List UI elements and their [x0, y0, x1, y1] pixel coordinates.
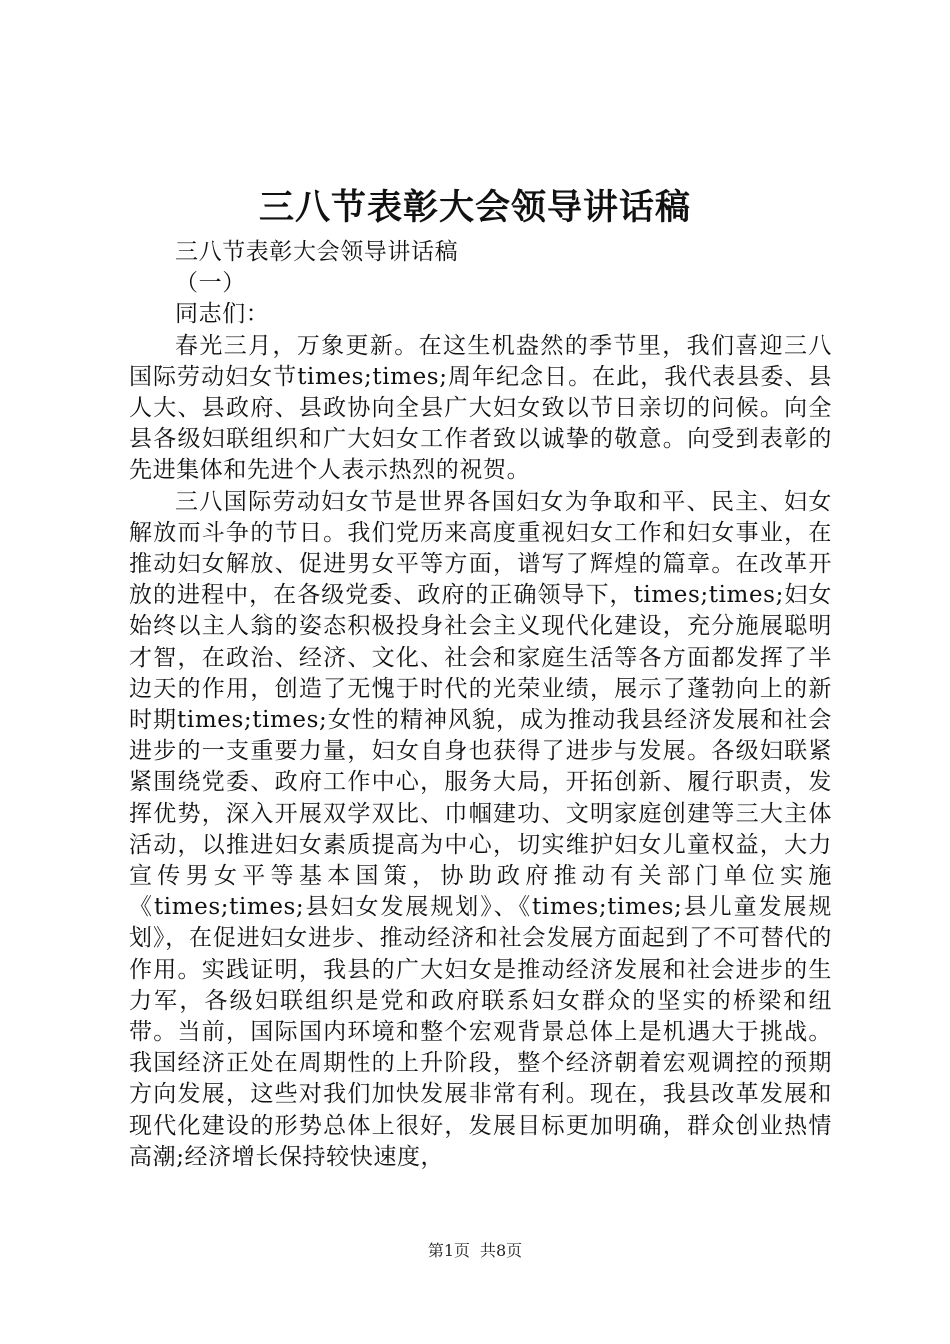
- document-title: 三八节表彰大会领导讲话稿: [258, 187, 691, 228]
- page-footer: [0, 1240, 950, 1262]
- page-total: 共8页: [480, 1241, 523, 1260]
- salutation-paragraph: 同志们：: [175, 301, 270, 328]
- page-number: 第1页: [427, 1241, 470, 1260]
- body-paragraph: 三八国际劳动妇女节是世界各国妇女为争取和平、民主、妇女解放而斗争的节日。我们党历来高度重视妇女工作和妇女事业，在推动妇女解放、促进男女平等方面，谱写了辉煌的篇章。在改革开放的进程中，在各级党委、政府的正确领导下，times;times;妇女始终以主人翁的姿态积极投身社会主义现代化建设，充分施展聪明才智，在政治、经济、文化、社会和家庭生活等各方面都发挥了半边天的作用，创造了无愧于时代的光荣业绩，展示了蓬勃向上的新时期times;times;女性的精神风貌，成为推动我县经济发展和社会进步的一支重要力量，妇女自身也获得了进步与发展。各级妇联紧紧围绕党委、政府工作中心，服务大局，开拓创新、履行职责，发挥优势，深入开展双学双比、巾帼建功、文明家庭创建等三大主体活动，以推进妇女素质提高为中心，切实维护妇女儿童权益，大力宣传男女平等基本国策，协助政府推动有关部门单位实施《times;times;县妇女发展规划》、《times;times;县儿童发展规划》，在促进妇女进步、推动经济和社会发展方面起到了不可替代的作用。实践证明，我县的广大妇女是推动经济发展和社会进步的生力军，各级妇联组织是党和政府联系妇女群众的坚实的桥梁和纽带。当前，国际国内环境和整个宏观背景总体上是机遇大于挑战。我国经济正处在周期性的上升阶段，整个经济朝着宏观调控的预期方向发展，这些对我们加快发展非常有利。现在，我县改革发展和现代化建设的形势总体上很好，发展目标更加明确，群众创业热情高潮;经济增长保持较快速度，: [129, 488, 832, 1170]
- document-body: [129, 237, 832, 1173]
- subtitle-paragraph: 三八节表彰大会领导讲话稿: [175, 239, 459, 265]
- section-number-paragraph: （一）: [175, 270, 246, 297]
- body-paragraph: 春光三月，万象更新。在这生机盎然的季节里，我们喜迎三八国际劳动妇女节times;times;周年纪念日。在此，我代表县委、县人大、县政府、县政协向全县广大妇女致以节日亲切的问候。向全县各级妇联组织和广大妇女工作者致以诚挚的敬意。向受到表彰的先进集体和先进个人表示热烈的祝贺。: [129, 332, 832, 484]
